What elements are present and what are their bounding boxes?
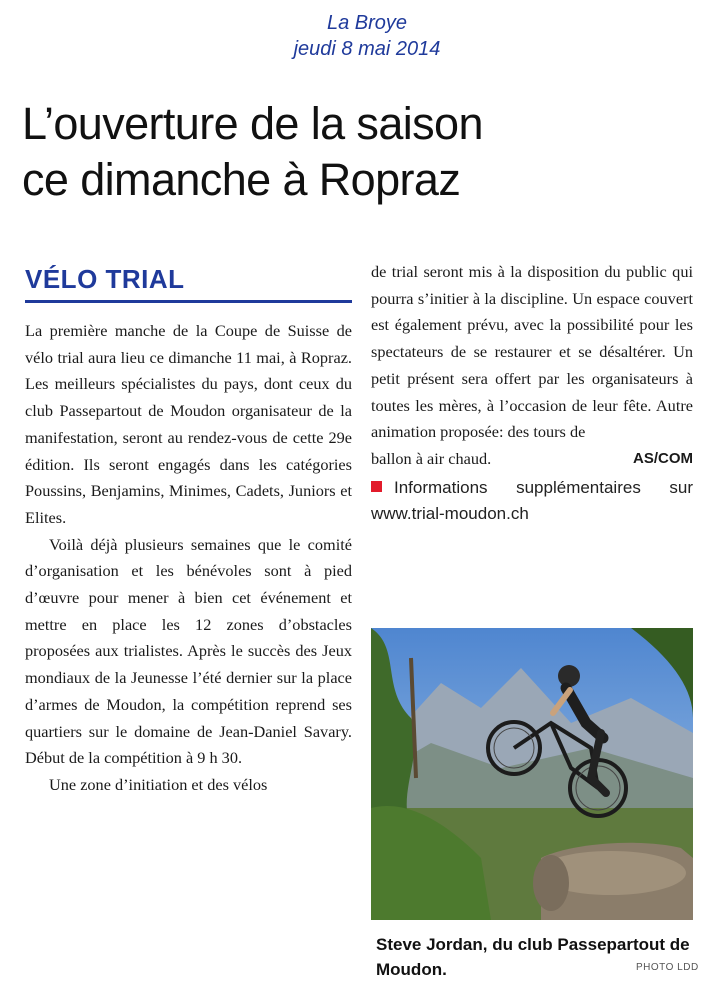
article-paragraph-2: Voilà déjà plusieurs semaines que le comité d’organisation et les bénévoles sont à pied d’œuvre pour mener à bien cet événement et mettre en place les 12 zones d’obstacles proposées aux trialistes. Après le succès des Jeux mondiaux de la Jeunesse l’été dernier sur la place d’armes de Moudon, la compétition reprend ses quartiers sur le domaine de Jean-Daniel Savary. Début de la compétition à 9 h 30. bbox=[25, 534, 352, 768]
info-text: Informations supplémentaires sur www.trial-moudon.ch bbox=[371, 477, 693, 523]
trial-rider-photo bbox=[371, 628, 693, 920]
article-column-right bbox=[371, 259, 693, 527]
article-column-left bbox=[25, 318, 352, 799]
red-square-icon bbox=[371, 481, 382, 492]
headline bbox=[22, 96, 702, 208]
article-paragraph-3-continued: de trial seront mis à la disposition du public qui pourra s’initier à la discipline. Un espace couvert est également prévu, avec la possibilité pour les spectateurs de se restaurer et se désaltérer. Un petit présent sera offert par les organisateurs à toutes les mères, à l’occasion de leur fête. Autre animation proposée: des tours de bbox=[371, 262, 693, 442]
info-box bbox=[371, 475, 693, 527]
article-paragraph-3-last: ballon à air chaud. bbox=[371, 448, 492, 468]
article-signature-line bbox=[371, 446, 693, 473]
article-paragraph-1: La première manche de la Coupe de Suisse de vélo trial aura lieu ce dimanche 11 mai, à Ropraz. Les meilleurs spécialistes du pays, dont ceux du club Passepartout de Moudon organisateur de la manifestation, seront au rendez-vous de cette 29e édition. Ils seront engagés dans les catégories Poussins, Benjamins, Minimes, Cadets, Juniors et Elites. bbox=[25, 321, 352, 527]
publication-name: La Broye bbox=[326, 12, 408, 34]
publication-date: jeudi 8 mai 2014 bbox=[293, 38, 441, 60]
headline-line-2: ce dimanche à Ropraz bbox=[22, 154, 461, 205]
photo-illustration bbox=[371, 628, 693, 920]
photo-caption: Steve Jordan, du club Passepartout de Moudon. bbox=[376, 935, 690, 979]
headline-line-1: L’ouverture de la saison bbox=[22, 98, 483, 149]
rubric-label: VÉLO TRIAL bbox=[25, 264, 185, 294]
article-signature: AS/COM bbox=[633, 449, 693, 467]
rubric bbox=[25, 260, 352, 303]
publication-header bbox=[262, 10, 472, 62]
photo-credit: PHOTO LDD bbox=[636, 962, 699, 973]
article-paragraph-3-start: Une zone d’initiation et des vélos bbox=[49, 774, 268, 794]
